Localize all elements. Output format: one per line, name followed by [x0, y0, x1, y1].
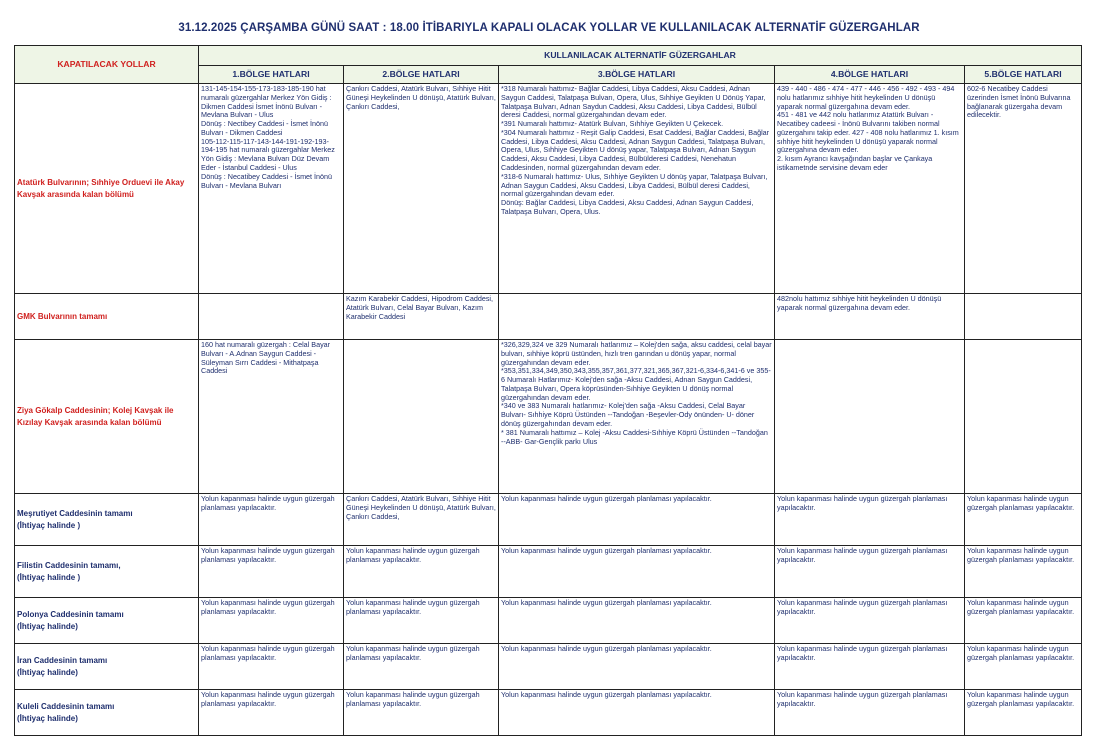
page-title: 31.12.2025 ÇARŞAMBA GÜNÜ SAAT : 18.00 İTİBARIYLA KAPALI OLACAK YOLLAR VE KULLANILACAK ALTERNATİF GÜZERGAHLAR: [178, 22, 920, 34]
route-cell-region-4: 482nolu hattımız sıhhiye hitit heykelinden U dönüşü yaparak normal güzergahına devam eder.: [775, 294, 965, 340]
header-region-1: 1.BÖLGE HATLARI: [199, 66, 344, 84]
route-cell-region-4: [775, 340, 965, 494]
route-cell-region-5: Yolun kapanması halinde uygun güzergah planlaması yapılacaktır.: [965, 546, 1082, 598]
route-cell-region-4: Yolun kapanması halinde uygun güzergah planlaması yapılacaktır.: [775, 644, 965, 690]
closed-road-cell: GMK Bulvarının tamamı: [15, 294, 199, 340]
route-cell-region-1: 131-145-154-155-173-183-185-190 hat numaralı güzergahlar Merkez Yön Gidiş : Dikmen Caddesi İsmet İnönü Bulvarı - Mevlana Bulvarı - Ulus Dönüş : Nectibey Caddesi - İsmet İnönü Bulvarı - Dikmen Caddesi 105-112-115-117-143-144-191-192-193-194-195 hat numaralı güzergahlar Merkez Yön Gidiş : Mevlana Bulvarı Düz Devam Eder - İstanbul Caddesi - Ulus Dönüş : Necatibey Caddesi - İsmet İnönü Bulvarı - Mevlana Bulvarı: [199, 84, 344, 294]
route-cell-region-2: Yolun kapanması halinde uygun güzergah planlaması yapılacaktır.: [344, 690, 499, 736]
route-cell-region-3: *326,329,324 ve 329 Numaralı hatlarımız – Kolej'den sağa, aksu caddesi, celal bayar bulvarı, sıhhiye köprü üstünden, hızlı tren garından u dönüş yapar, normal güzergahından devam eder. *353,351,334,349,350,343,355,357,361,377,321,365,367,321-6,334-6,341-6 ve 355-6 Numaralı Hatlarımız- Kolej'den sağa -Aksu Caddesi, Adnan Saygun Caddesi, Talatpaşa Bulvarı, Opera köprüsünden-Sıhhiye Geyikten U dönüş normal güzergahından devam eder. *340 ve 383 Numaralı hatlarımız- Kolej'den sağa -Aksu Caddesi, Celal Bayar Bulvarı- Sıhhiye Köprü Üstünden --Tandoğan -Beşevler-Ody önünden- U- döner dönüş güzergahından devam eder. * 381 Numaralı hattımız – Kolej -Aksu Caddesi-Sıhhiye Köprü Üstünden --Tandoğan --ABB- Gar-Gençlik parkı Ulus: [499, 340, 775, 494]
route-cell-region-2: Çankırı Caddesi, Atatürk Bulvarı, Sıhhiye Hitit Güneşi Heykelinden U dönüşü, Atatürk Bulvarı, Çankırı Caddesi,: [344, 84, 499, 294]
closures-table: [14, 45, 1082, 736]
closed-road-cell: İran Caddesinin tamamı (İhtiyaç halinde): [15, 644, 199, 690]
closed-road-cell: Kuleli Caddesinin tamamı (İhtiyaç halinde): [15, 690, 199, 736]
closed-road-cell: Ziya Gökalp Caddesinin; Kolej Kavşak ile Kızılay Kavşak arasında kalan bölümü: [15, 340, 199, 494]
route-cell-region-2: Kazım Karabekir Caddesi, Hipodrom Caddesi, Atatürk Bulvarı, Celal Bayar Bulvarı, Kazım Karabekir Caddesi: [344, 294, 499, 340]
route-cell-region-4: Yolun kapanması halinde uygun güzergah planlaması yapılacaktır.: [775, 546, 965, 598]
table-row: [15, 598, 1082, 644]
table-row: [15, 294, 1082, 340]
route-cell-region-3: Yolun kapanması halinde uygun güzergah planlaması yapılacaktır.: [499, 690, 775, 736]
closed-road-cell: Meşrutiyet Caddesinin tamamı (İhtiyaç halinde ): [15, 494, 199, 546]
route-cell-region-5: Yolun kapanması halinde uygun güzergah planlaması yapılacaktır.: [965, 644, 1082, 690]
route-cell-region-2: Yolun kapanması halinde uygun güzergah planlaması yapılacaktır.: [344, 546, 499, 598]
route-cell-region-2: [344, 340, 499, 494]
route-cell-region-5: Yolun kapanması halinde uygun güzergah planlaması yapılacaktır.: [965, 598, 1082, 644]
route-cell-region-5: [965, 340, 1082, 494]
header-region-4: 4.BÖLGE HATLARI: [775, 66, 965, 84]
table-row: [15, 546, 1082, 598]
table-row: [15, 494, 1082, 546]
route-cell-region-5: Yolun kapanması halinde uygun güzergah planlaması yapılacaktır.: [965, 494, 1082, 546]
route-cell-region-1: [199, 294, 344, 340]
route-cell-region-3: *318 Numaralı hattımız- Bağlar Caddesi, Libya Caddesi, Aksu Caddesi, Adnan Saygun Caddesi, Talatpaşa Bulvarı, Opera, Ulus, Sıhhiye Geyikten U Dönüş Yapar, Talatpaşa Bulvarı, Adnan Saydun Caddesi, Aksu Caddesi, Libya Caddesi, Bülbül deresi Caddesi, normal güzergahından devam eder. *391 Numaralı hattımız- Atatürk Bulvarı, Sıhhiye Geyikten U Çekecek. *304 Numaralı hattımız - Reşit Galip Caddesi, Esat Caddesi, Bağlar Caddesi, Bağlar Caddesi, Libya Caddesi, Aksu Caddesi, Adnan Saygun Caddesi, Talatpaşa Bulvarı, Opera, Ulus, Sıhhiye Geyikten U dönüş yapar, Talatpaşa Bulvarı, Adnan Saygun Caddesi, Aksu Caddesi, Libya Caddesi, Bülbülderesi Caddesi, Nenehatun Caddesinden, normal güzergahından devam eder. *318-6 Numaralı hattımız- Ulus, Sıhhiye Geyikten U dönüş yapar, Talatpaşa Bulvarı, Adnan Saygun Caddesi, Aksu Caddesi, Libya Caddesi, Bülbül deresi Caddesi, normal güzergahından devam eder. Dönüş: Bağlar Caddesi, Libya Caddesi, Aksu Caddesi, Adnan Saygun Caddesi, Talatpaşa Bulvarı, Opera, Ulus.: [499, 84, 775, 294]
route-cell-region-1: Yolun kapanması halinde uygun güzergah planlaması yapılacaktır.: [199, 690, 344, 736]
route-cell-region-5: [965, 294, 1082, 340]
route-cell-region-5: 602-6 Necatibey Caddesi üzerinden İsmet İnönü Bulvarına bağlanarak güzergaha devam edilecektir.: [965, 84, 1082, 294]
route-cell-region-2: Yolun kapanması halinde uygun güzergah planlaması yapılacaktır.: [344, 644, 499, 690]
route-cell-region-3: Yolun kapanması halinde uygun güzergah planlaması yapılacaktır.: [499, 494, 775, 546]
route-cell-region-1: Yolun kapanması halinde uygun güzergah planlaması yapılacaktır.: [199, 546, 344, 598]
route-cell-region-5: Yolun kapanması halinde uygun güzergah planlaması yapılacaktır.: [965, 690, 1082, 736]
header-alternatives: KULLANILACAK ALTERNATİF GÜZERGAHLAR: [199, 46, 1082, 66]
header-region-2: 2.BÖLGE HATLARI: [344, 66, 499, 84]
header-region-3: 3.BÖLGE HATLARI: [499, 66, 775, 84]
route-cell-region-1: Yolun kapanması halinde uygun güzergah planlaması yapılacaktır.: [199, 644, 344, 690]
table-row: [15, 84, 1082, 294]
route-cell-region-2: Yolun kapanması halinde uygun güzergah planlaması yapılacaktır.: [344, 598, 499, 644]
route-cell-region-4: Yolun kapanması halinde uygun güzergah planlaması yapılacaktır.: [775, 494, 965, 546]
route-cell-region-2: Çankırı Caddesi, Atatürk Bulvarı, Sıhhiye Hitit Güneşi Heykelinden U dönüşü, Atatürk Bulvarı, Çankırı Caddesi,: [344, 494, 499, 546]
table-row: [15, 690, 1082, 736]
route-cell-region-1: Yolun kapanması halinde uygun güzergah planlaması yapılacaktır.: [199, 598, 344, 644]
table-row: [15, 644, 1082, 690]
table-row: [15, 340, 1082, 494]
route-cell-region-3: Yolun kapanması halinde uygun güzergah planlaması yapılacaktır.: [499, 644, 775, 690]
route-cell-region-4: Yolun kapanması halinde uygun güzergah planlaması yapılacaktır.: [775, 598, 965, 644]
header-closed-roads: KAPATILACAK YOLLAR: [15, 46, 199, 84]
route-cell-region-3: Yolun kapanması halinde uygun güzergah planlaması yapılacaktır.: [499, 598, 775, 644]
route-cell-region-4: 439 - 440 - 486 - 474 - 477 - 446 - 456 - 492 - 493 - 494 nolu hatlarımız sıhhiye hitit heykelinden U dönüşü yaparak normal güzergahına devam eder. 451 - 481 ve 442 nolu hatlarımız Atatürk Bulvarı - Necatibey cadeesi - İnönü Bulvarını takiben normal güzergahını takip eder. 427 - 408 nolu hatlarımız 1. kısım sıhhiye hitit heykelinden U dönüşü yaparak normal güzergahına devam eder. 2. kısım Ayrancı kavşağından başlar ve Çankaya istikametnde servisine devam eder: [775, 84, 965, 294]
closed-road-cell: Atatürk Bulvarının; Sıhhiye Orduevi ile Akay Kavşak arasında kalan bölümü: [15, 84, 199, 294]
route-cell-region-4: Yolun kapanması halinde uygun güzergah planlaması yapılacaktır.: [775, 690, 965, 736]
closed-road-cell: Polonya Caddesinin tamamı (İhtiyaç halinde): [15, 598, 199, 644]
route-cell-region-1: 160 hat numaralı güzergah : Celal Bayar Bulvarı - A.Adnan Saygun Caddesi - Süleyman Sırrı Caddesi - Mithatpaşa Caddesi: [199, 340, 344, 494]
route-cell-region-1: Yolun kapanması halinde uygun güzergah planlaması yapılacaktır.: [199, 494, 344, 546]
route-cell-region-3: [499, 294, 775, 340]
closed-road-cell: Filistin Caddesinin tamamı, (İhtiyaç halinde ): [15, 546, 199, 598]
route-cell-region-3: Yolun kapanması halinde uygun güzergah planlaması yapılacaktır.: [499, 546, 775, 598]
header-region-5: 5.BÖLGE HATLARI: [965, 66, 1082, 84]
